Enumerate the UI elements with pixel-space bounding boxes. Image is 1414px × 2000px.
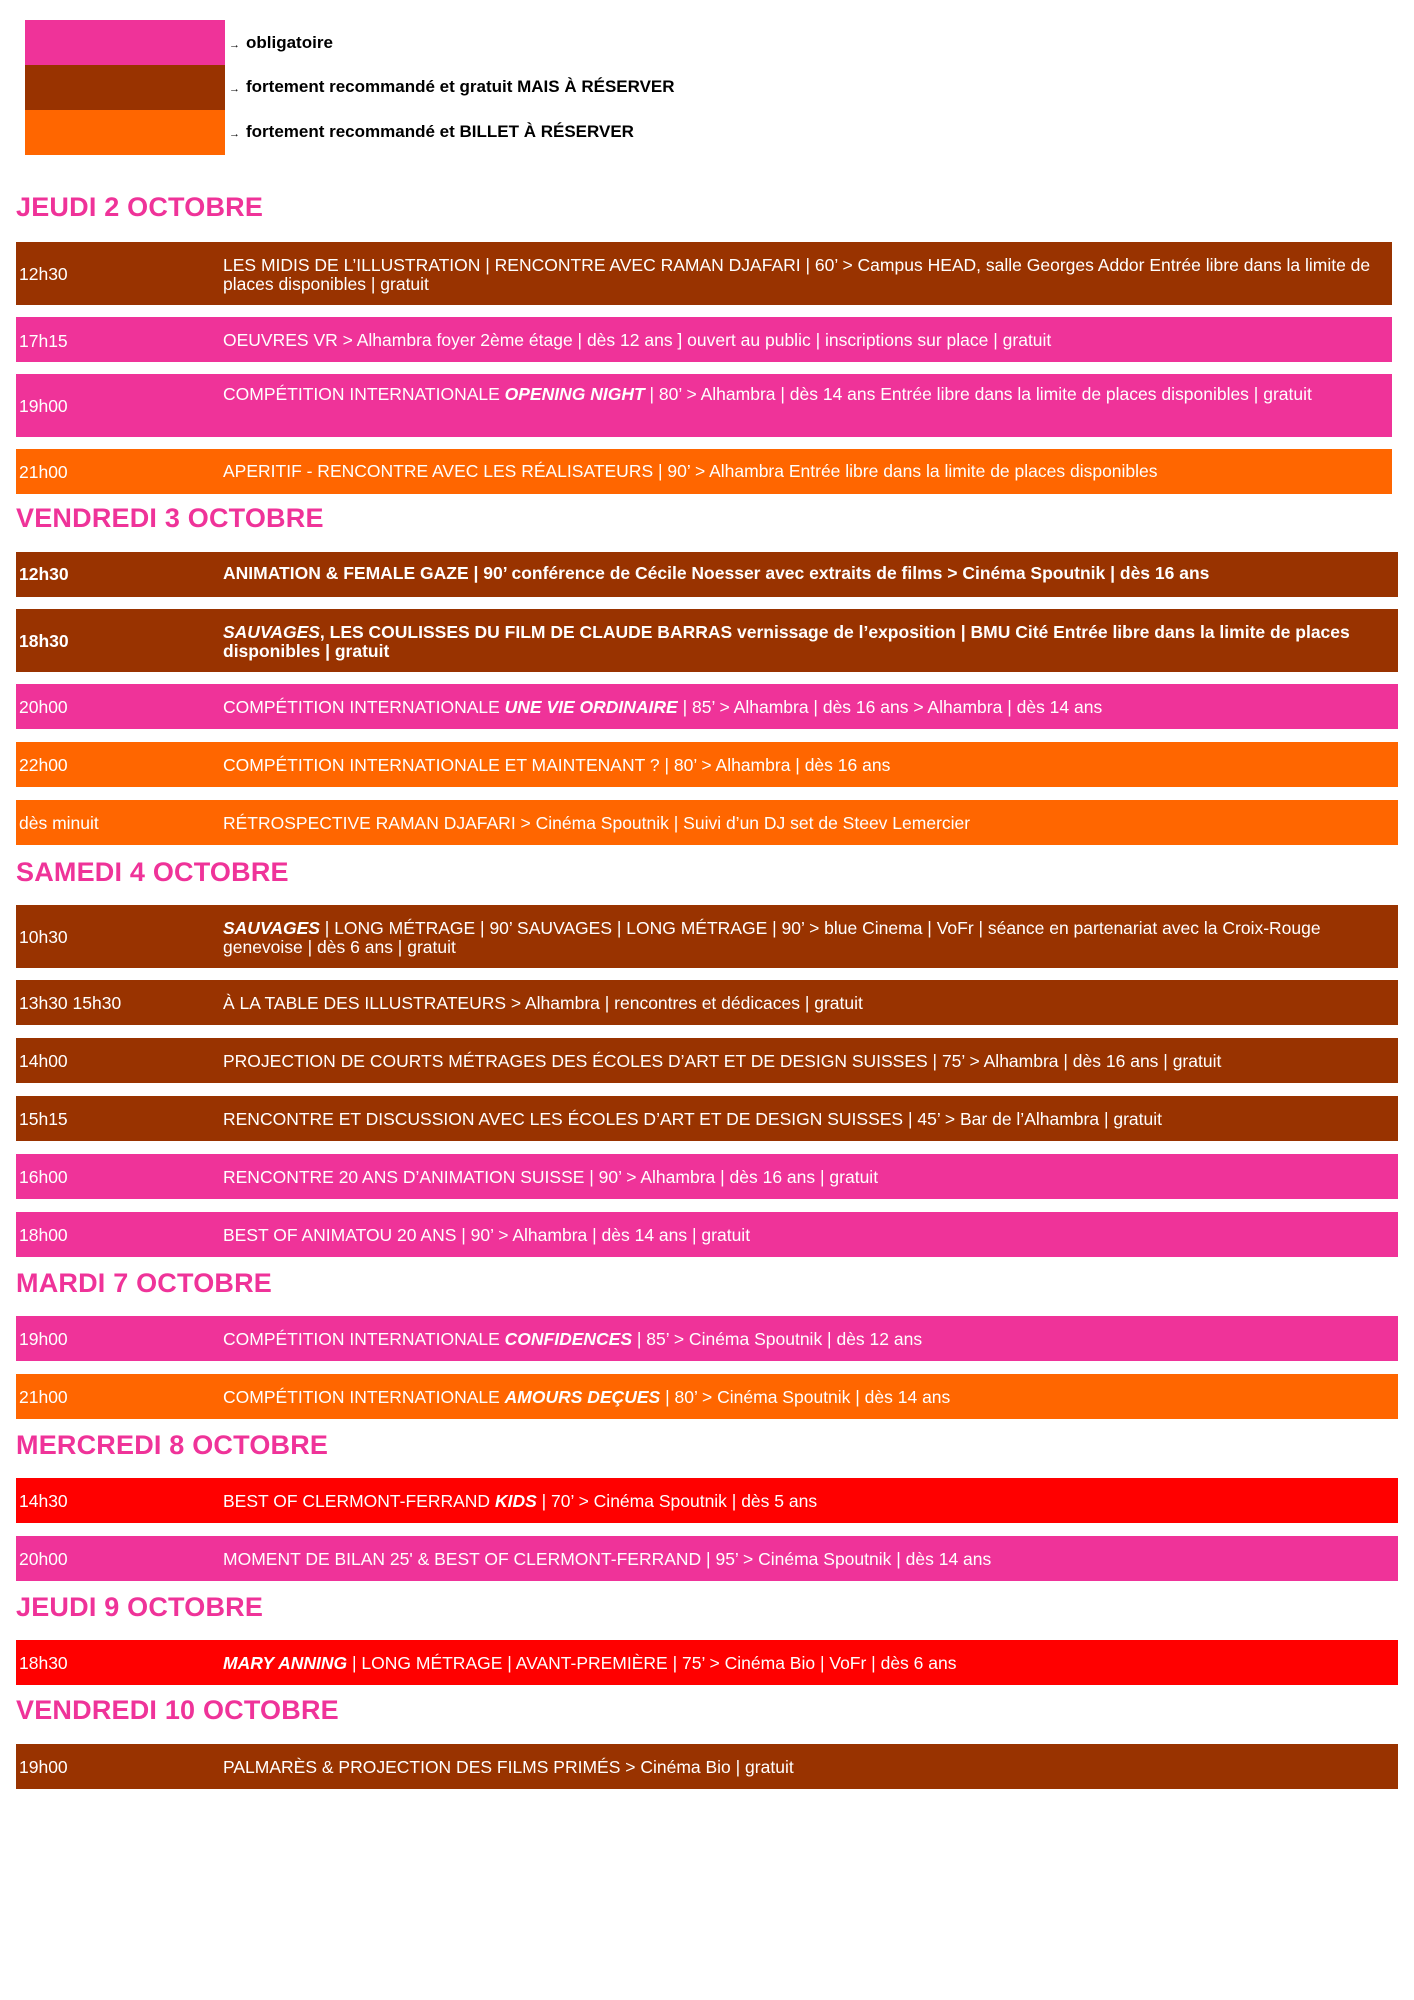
event-row bbox=[16, 1154, 1398, 1199]
legend-text: fortement recommandé et gratuit MAIS À RÉSERVER bbox=[246, 77, 675, 96]
day-heading: JEUDI 2 OCTOBRE bbox=[16, 192, 264, 222]
legend-item bbox=[25, 110, 785, 155]
legend-item bbox=[25, 20, 785, 65]
event-description bbox=[223, 1758, 1390, 1777]
event-text: PALMARÈS & PROJECTION DES FILMS PRIMÉS > Cinéma Bio | gratuit bbox=[223, 1757, 794, 1777]
event-time: 13h30 15h30 bbox=[19, 993, 122, 1013]
event-description bbox=[223, 1110, 1390, 1129]
legend-swatch bbox=[25, 65, 225, 110]
event-text: | 85’ > Cinéma Spoutnik | dès 12 ans bbox=[632, 1329, 923, 1349]
event-time: dès minuit bbox=[19, 813, 99, 833]
event-description bbox=[223, 331, 1384, 350]
day-heading: MARDI 7 OCTOBRE bbox=[16, 1268, 273, 1298]
event-description bbox=[223, 1388, 1390, 1407]
event-time: 19h00 bbox=[19, 396, 68, 416]
event-description bbox=[223, 1226, 1390, 1245]
event-text: RENCONTRE ET DISCUSSION AVEC LES ÉCOLES D’ART ET DE DESIGN SUISSES | 45’ > Bar de l’Alhambra | gratuit bbox=[223, 1109, 1163, 1129]
event-text: OEUVRES VR > Alhambra foyer 2ème étage | dès 12 ans ] ouvert au public | inscriptions sur place | gratuit bbox=[223, 330, 1052, 350]
event-time: 10h30 bbox=[19, 927, 68, 947]
event-text: LES MIDIS DE L’ILLUSTRATION | RENCONTRE AVEC RAMAN DJAFARI | 60’ > Campus HEAD, salle Georges Addor Entrée libre dans la limite de places disponibles | gratuit bbox=[223, 255, 1371, 294]
event-text: APERITIF - RENCONTRE AVEC LES RÉALISATEURS | 90’ > Alhambra Entrée libre dans la limite de places disponibles bbox=[223, 461, 1158, 481]
event-description bbox=[223, 564, 1390, 583]
event-text: COMPÉTITION INTERNATIONALE bbox=[223, 384, 505, 404]
event-description bbox=[223, 385, 1384, 404]
event-text: | LONG MÉTRAGE | 90’ SAUVAGES | LONG MÉTRAGE | 90’ > blue Cinema | VoFr | séance en partenariat avec la Croix-Rouge genevoise | dès 6 ans | gratuit bbox=[223, 918, 1321, 957]
event-row bbox=[16, 742, 1398, 787]
event-text: À LA TABLE DES ILLUSTRATEURS > Alhambra | rencontres et dédicaces | gratuit bbox=[223, 993, 863, 1013]
event-row bbox=[16, 374, 1392, 437]
event-time: 14h00 bbox=[19, 1051, 68, 1071]
event-description bbox=[223, 814, 1390, 833]
event-text: ANIMATION & FEMALE GAZE | 90’ conférence de Cécile Noesser avec extraits de films > Cinéma Spoutnik | dès 16 ans bbox=[223, 563, 1210, 583]
event-description bbox=[223, 1330, 1390, 1349]
event-time: 18h00 bbox=[19, 1225, 68, 1245]
event-title-highlight: OPENING NIGHT bbox=[504, 384, 645, 404]
event-description bbox=[223, 1492, 1390, 1511]
legend bbox=[25, 20, 785, 155]
event-time: 12h30 bbox=[19, 264, 68, 284]
event-title-highlight: UNE VIE ORDINAIRE bbox=[504, 697, 678, 717]
event-time: 17h15 bbox=[19, 331, 68, 351]
event-description bbox=[223, 1550, 1390, 1569]
event-description bbox=[223, 1052, 1390, 1071]
day-heading: VENDREDI 10 OCTOBRE bbox=[16, 1695, 339, 1725]
event-time: 18h30 bbox=[19, 631, 69, 651]
arrow-icon: → bbox=[229, 83, 240, 95]
event-text: COMPÉTITION INTERNATIONALE ET MAINTENANT ? | 80’ > Alhambra | dès 16 ans bbox=[223, 755, 891, 775]
event-time: 14h30 bbox=[19, 1491, 68, 1511]
event-row bbox=[16, 609, 1398, 672]
event-description bbox=[223, 1168, 1390, 1187]
event-text: BEST OF ANIMATOU 20 ANS | 90’ > Alhambra | dès 14 ans | gratuit bbox=[223, 1225, 751, 1245]
event-row bbox=[16, 800, 1398, 845]
event-row bbox=[16, 905, 1398, 968]
event-row bbox=[16, 684, 1398, 729]
event-row bbox=[16, 1316, 1398, 1361]
event-text: RENCONTRE 20 ANS D’ANIMATION SUISSE | 90’ > Alhambra | dès 16 ans | gratuit bbox=[223, 1167, 879, 1187]
event-text: COMPÉTITION INTERNATIONALE bbox=[223, 1329, 505, 1349]
event-text: | LONG MÉTRAGE | AVANT-PREMIÈRE | 75’ > Cinéma Bio | VoFr | dès 6 ans bbox=[347, 1653, 957, 1673]
event-row bbox=[16, 1374, 1398, 1419]
event-title-highlight: MARY ANNING bbox=[223, 1653, 348, 1673]
arrow-icon: → bbox=[229, 128, 240, 140]
event-row bbox=[16, 449, 1392, 494]
event-description bbox=[223, 256, 1384, 294]
day-heading: VENDREDI 3 OCTOBRE bbox=[16, 503, 324, 533]
event-time: 15h15 bbox=[19, 1109, 68, 1129]
arrow-icon: → bbox=[229, 39, 240, 51]
event-description bbox=[223, 994, 1390, 1013]
event-row bbox=[16, 1744, 1398, 1789]
event-row bbox=[16, 552, 1398, 597]
event-title-highlight: SAUVAGES bbox=[223, 622, 320, 642]
event-text: COMPÉTITION INTERNATIONALE bbox=[223, 697, 505, 717]
event-row bbox=[16, 1536, 1398, 1581]
legend-text: fortement recommandé et BILLET À RÉSERVER bbox=[246, 122, 634, 141]
event-time: 16h00 bbox=[19, 1167, 68, 1187]
event-description bbox=[223, 462, 1384, 481]
event-text: RÉTROSPECTIVE RAMAN DJAFARI > Cinéma Spoutnik | Suivi d’un DJ set de Steev Lemercier bbox=[223, 813, 971, 833]
event-time: 21h00 bbox=[19, 1387, 68, 1407]
event-text: , LES COULISSES DU FILM DE CLAUDE BARRAS vernissage de l’exposition | BMU Cité Entrée libre dans la limite de places disponibles | gratuit bbox=[223, 622, 1350, 661]
event-row bbox=[16, 1478, 1398, 1523]
event-title-highlight: SAUVAGES bbox=[223, 918, 320, 938]
event-description bbox=[223, 756, 1390, 775]
event-description bbox=[223, 623, 1390, 661]
event-time: 19h00 bbox=[19, 1329, 68, 1349]
event-title-highlight: AMOURS DEÇUES bbox=[504, 1387, 661, 1407]
event-text: BEST OF CLERMONT-FERRAND bbox=[223, 1491, 495, 1511]
day-heading: MERCREDI 8 OCTOBRE bbox=[16, 1430, 329, 1460]
event-time: 18h30 bbox=[19, 1653, 68, 1673]
legend-label bbox=[229, 123, 634, 168]
event-time: 20h00 bbox=[19, 697, 68, 717]
event-text: PROJECTION DE COURTS MÉTRAGES DES ÉCOLES D’ART ET DE DESIGN SUISSES | 75’ > Alhambra | dès 16 ans | gratuit bbox=[223, 1051, 1222, 1071]
event-text: MOMENT DE BILAN 25' & BEST OF CLERMONT-FERRAND | 95’ > Cinéma Spoutnik | dès 14 ans bbox=[223, 1549, 992, 1569]
event-row bbox=[16, 1096, 1398, 1141]
legend-swatch bbox=[25, 20, 225, 65]
event-row bbox=[16, 317, 1392, 362]
event-time: 22h00 bbox=[19, 755, 68, 775]
event-text: | 80’ > Alhambra | dès 14 ans Entrée libre dans la limite de places disponibles | gratuit bbox=[644, 384, 1312, 404]
event-description bbox=[223, 919, 1390, 957]
legend-item bbox=[25, 65, 785, 110]
event-text: | 70’ > Cinéma Spoutnik | dès 5 ans bbox=[536, 1491, 818, 1511]
legend-text: obligatoire bbox=[246, 33, 333, 52]
event-text: | 85’ > Alhambra | dès 16 ans > Alhambra | dès 14 ans bbox=[677, 697, 1103, 717]
event-description bbox=[223, 698, 1390, 717]
event-title-highlight: KIDS bbox=[494, 1491, 537, 1511]
event-description bbox=[223, 1654, 1390, 1673]
event-time: 20h00 bbox=[19, 1549, 68, 1569]
event-row bbox=[16, 1038, 1398, 1083]
event-text: COMPÉTITION INTERNATIONALE bbox=[223, 1387, 505, 1407]
event-title-highlight: CONFIDENCES bbox=[504, 1329, 633, 1349]
event-row bbox=[16, 980, 1398, 1025]
event-text: | 80’ > Cinéma Spoutnik | dès 14 ans bbox=[660, 1387, 951, 1407]
day-heading: SAMEDI 4 OCTOBRE bbox=[16, 857, 289, 887]
event-time: 12h30 bbox=[19, 564, 69, 584]
event-row bbox=[16, 242, 1392, 305]
event-time: 19h00 bbox=[19, 1757, 68, 1777]
event-time: 21h00 bbox=[19, 462, 68, 482]
event-row bbox=[16, 1212, 1398, 1257]
legend-swatch bbox=[25, 110, 225, 155]
event-row bbox=[16, 1640, 1398, 1685]
day-heading: JEUDI 9 OCTOBRE bbox=[16, 1592, 264, 1622]
